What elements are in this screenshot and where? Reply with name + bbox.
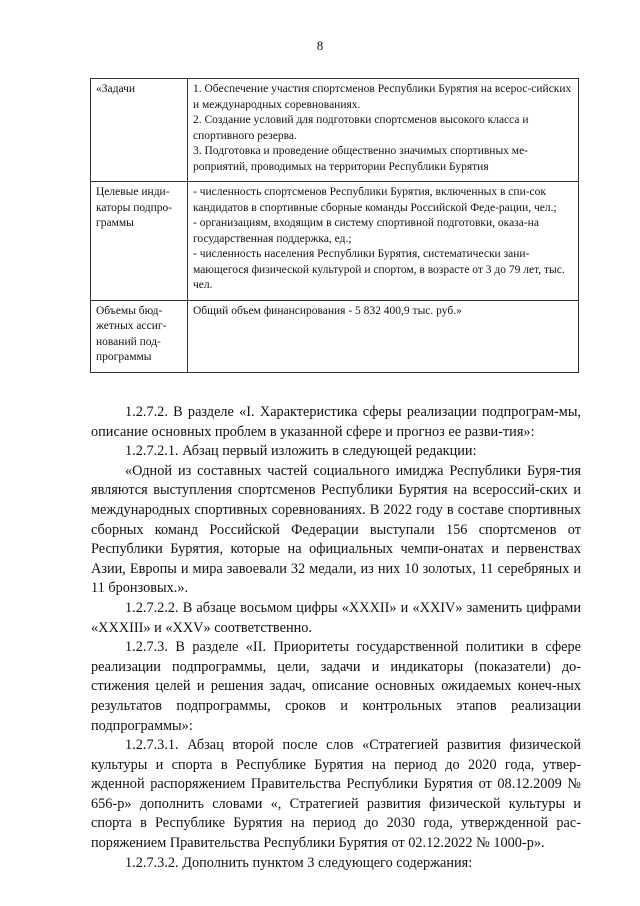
task-item-2: 2. Создание условий для подготовки спортсменов высокого класса и спортивного резерва. <box>193 114 529 142</box>
paragraph-1-2-7-3-1: 1.2.7.3.1. Абзац второй после слов «Стратегией развития физической культуры и спорта в Республике Бурятия на период до 2020 года, утвер-жденной распоряжением Правительства Республики Бурятия от 08.12.2009 № 656-р» дополнить словами «, Стратегией развития физической культуры и спорта в Республике Бурятия на период до 2030 года, утвержденной рас-поряжением Правительства Республики Бурятия от 02.12.2022 № 1000-р». <box>91 737 581 852</box>
indicator-item-2: - организациям, входящим в систему спортивной подготовки, оказа-на государственная поддержка, ед.; <box>193 217 539 245</box>
indicator-item-1: - численность спортсменов Республики Бурятия, включенных в спи-сок кандидатов в спортивные сборные команды Российской Феде-рации, чел.; <box>193 186 557 214</box>
task-item-1: 1. Обеспечение участия спортсменов Республики Бурятия на всерос-сийских и международных соревнованиях. <box>193 83 572 111</box>
table-row-content <box>188 182 579 301</box>
table-row-indicators <box>91 182 579 301</box>
paragraph-1-2-7-2-1: 1.2.7.2.1. Абзац первый изложить в следующей редакции: <box>125 443 477 460</box>
document-body <box>91 403 581 873</box>
indicator-item-3: - численность населения Республики Бурятия, систематически зани-мающегося физической культурой и спортом, в возрасте от 3 до 79 лет, тыс. чел. <box>193 248 565 291</box>
task-item-3: 3. Подготовка и проведение общественно значимых спортивных ме-роприятий, проводимых на территории Республики Бурятия <box>193 145 529 173</box>
table-row-tasks <box>91 79 579 182</box>
page-number: 8 <box>316 38 324 53</box>
paragraph-1-2-7-2: 1.2.7.2. В разделе «I. Характеристика сферы реализации подпрограм-мы, описание основных проблем в указанной сфере и прогноз ее разви-тия»: <box>91 404 581 440</box>
table-row-label: «Задачи <box>91 79 188 182</box>
subprogram-passport-table <box>90 78 579 373</box>
table-row-label: Целевые инди-каторы подпро-граммы <box>91 182 188 301</box>
paragraph-1-2-7-3-2: 1.2.7.3.2. Дополнить пунктом 3 следующего содержания: <box>125 854 473 871</box>
paragraph-1-2-7-3: 1.2.7.3. В разделе «II. Приоритеты государственной политики в сфере реализации подпрограммы, цели, задачи и индикаторы (показатели) до-стижения целей и решения задач, описание основных ожидаемых конеч-ных результатов подпрограммы, сроков и контрольных этапов реализации подпрограммы»: <box>91 639 581 734</box>
paragraph-quote: «Одной из составных частей социального имиджа Республики Буря-тия являются выступления спортсменов Республики Бурятия на всероссий-ских и международных спортивных соревнованиях. В 2022 году в составе спортивных сборных команд Российской Федерации выступали 156 спортсменов от Республики Бурятия, которые на официальных чемпи-онатах и первенствах Азии, Европы и мира завоевали 32 медали, из них 10 золотых, 11 серебряных и 11 бронзовых.». <box>91 462 581 597</box>
table-row-label: Объемы бюд-жетных ассиг-нований под-программы <box>91 300 188 372</box>
funding-total: Общий объем финансирования - 5 832 400,9 тыс. руб.» <box>193 304 462 317</box>
table-row-content <box>188 79 579 182</box>
paragraph-1-2-7-2-2: 1.2.7.2.2. В абзаце восьмом цифры «XXXII» и «XXIV» заменить цифрами «XXXIII» и «XXV» соответственно. <box>91 599 581 636</box>
table-row-content <box>188 300 579 372</box>
table-row-funding <box>91 300 579 372</box>
